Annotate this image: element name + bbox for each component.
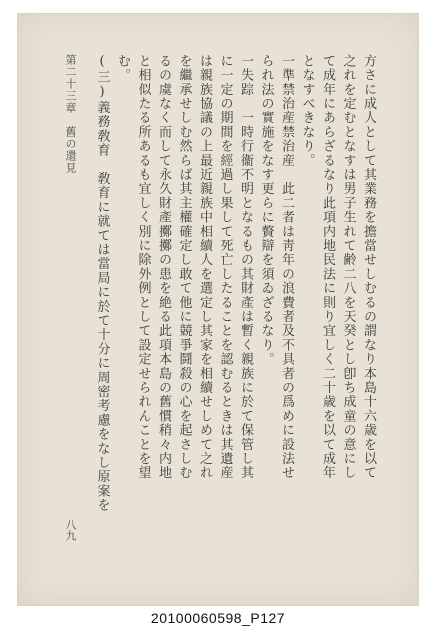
text-column: となすべきなり。 bbox=[299, 54, 315, 168]
text-column: られ法の實施をなす更らに贅辯を須ゐざるなり。 bbox=[258, 54, 274, 367]
text-column: 一失踪 一時行衞不明となるもの其財產は暫く親族に於て保管し其 bbox=[238, 54, 253, 480]
text-column: は親族協議の上最近親族中相續人を選定し其家を相續せしめて之れ bbox=[197, 54, 212, 480]
text-column: 一準禁治産禁治産 此二者は靑年の浪費者及不具者の爲めに設法せ bbox=[279, 54, 294, 480]
text-column: (三)義務敎育 敎育に就ては當局に於て十分に周密考慮をなし原案を bbox=[94, 54, 110, 513]
text-column: む。 bbox=[115, 54, 130, 83]
page-number: 八九 bbox=[64, 519, 77, 541]
text-column: に一定の期間を經過し果して死亡したることを認むるときは其遺産 bbox=[217, 54, 233, 480]
text-column: 之れを定むとなすは男子生れて齢二八を天癸とし卽ち成童の意にし bbox=[340, 54, 356, 480]
text-column: を繼承せしむ然らば其主權確定し敢て他に競爭鬪殺の心を起さしむ bbox=[176, 54, 192, 480]
text-column: るの虞なく而して永久財產擲擲の患を絶る此項本島の舊慣稍々内地 bbox=[156, 54, 171, 480]
book-page bbox=[18, 14, 418, 605]
text-column: て成年にあらざるなり此項内地民法に則り宜しく二十歳を以て成年 bbox=[320, 54, 335, 480]
text-column: と相似たる所あるも宜しく別に除外例として設定せられんことを望 bbox=[135, 54, 151, 480]
running-header: 第二十三章 舊の還見 bbox=[64, 54, 77, 174]
text-column: 方さに成人として其業務を擔當せしむるの謂なり本島十六歳を以て bbox=[361, 54, 376, 480]
image-caption: 20100060598_P127 bbox=[150, 610, 286, 626]
